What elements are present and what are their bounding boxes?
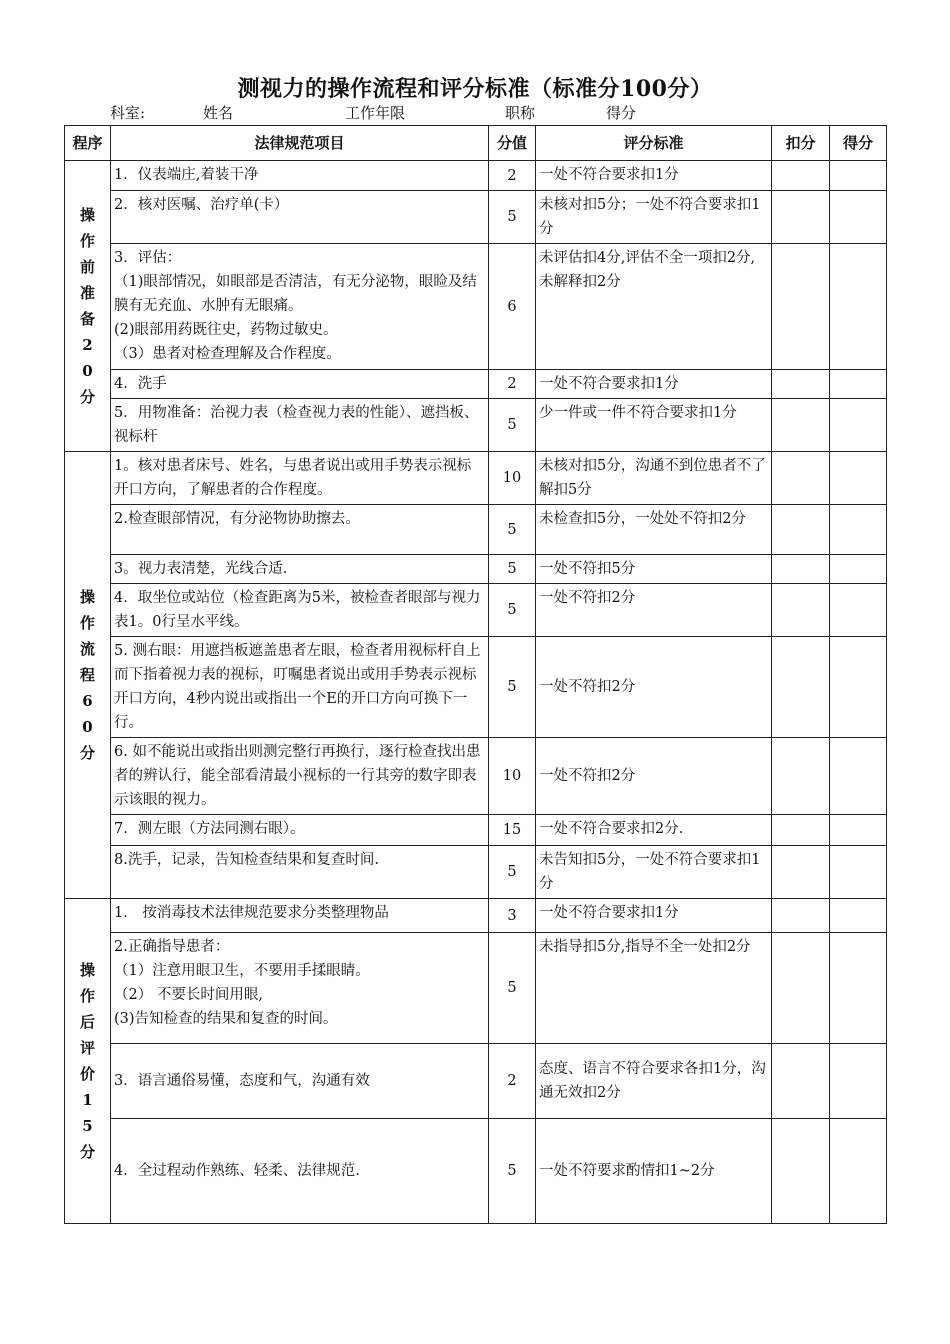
criteria-cell: 一处不符合要求扣1分: [536, 899, 772, 933]
page-title: 测视力的操作流程和评分标准（标准分100分）: [237, 76, 713, 102]
meta-name-label: 姓名: [203, 104, 234, 122]
deduct-cell[interactable]: [772, 161, 830, 191]
points-cell: 5: [489, 846, 536, 899]
section-label-text: 操作流程60分: [79, 588, 95, 762]
points-cell: 5: [489, 505, 536, 555]
criteria-cell: 一处不符扣5分: [536, 555, 772, 584]
deduct-cell[interactable]: [772, 584, 830, 637]
deduct-cell[interactable]: [772, 370, 830, 399]
table-row: [65, 1044, 887, 1119]
item-line: 2.正确指导患者：: [114, 939, 230, 955]
item-line: 5. 测右眼：用遮挡板遮盖患者左眼，检查者用视标杆自上而下指着视力表的视标，叮嘱患者说出或用手势表示视标开口方向，4秒内说出或指出一个E的开口方向可换下一行。: [114, 643, 481, 731]
deduct-cell[interactable]: [772, 1119, 830, 1224]
header-points: 分值: [489, 126, 536, 161]
table-row: [65, 452, 887, 505]
item-line: 2.检查眼部情况，有分泌物协助擦去。: [114, 511, 360, 527]
section-label: [65, 161, 111, 452]
item-line: （3）患者对检查理解及合作程度。: [114, 346, 341, 362]
header-deduct: 扣分: [772, 126, 830, 161]
deduct-cell[interactable]: [772, 846, 830, 899]
item-line: （1）注意用眼卫生，不要用手揉眼睛。: [114, 963, 370, 979]
points-cell: 2: [489, 1044, 536, 1119]
table-row: [65, 370, 887, 399]
meta-dept-label: 科室:: [110, 104, 146, 122]
get-score-cell[interactable]: [830, 452, 887, 505]
criteria-cell: 未检查扣5分，一处处不符扣2分: [536, 505, 772, 555]
item-line: 4．取坐位或站位（检查距离为5米，被检查者眼部与视力表1。0行呈水平线。: [114, 590, 481, 630]
table-row: [65, 555, 887, 584]
item-cell: [111, 846, 489, 899]
item-cell: [111, 244, 489, 370]
table-row: [65, 899, 887, 933]
get-score-cell[interactable]: [830, 815, 887, 846]
deduct-cell[interactable]: [772, 933, 830, 1044]
criteria-cell: 态度、语言不符合要求各扣1分，沟通无效扣2分: [536, 1044, 772, 1119]
item-cell: [111, 738, 489, 815]
item-line: （1)眼部情况，如眼部是否清洁，有无分泌物，眼睑及结膜有无充血、水肿有无眼痛。: [114, 274, 477, 314]
points-cell: 2: [489, 161, 536, 191]
item-cell: [111, 637, 489, 738]
get-score-cell[interactable]: [830, 161, 887, 191]
criteria-cell: 未核对扣5分，沟通不到位患者不了解扣5分: [536, 452, 772, 505]
item-cell: [111, 815, 489, 846]
header-criteria: 评分标准: [536, 126, 772, 161]
table-row: [65, 584, 887, 637]
get-score-cell[interactable]: [830, 370, 887, 399]
header-get: 得分: [830, 126, 887, 161]
get-score-cell[interactable]: [830, 637, 887, 738]
item-cell: [111, 452, 489, 505]
table-row: [65, 1119, 887, 1224]
item-line: 7．测左眼（方法同测右眼）。: [114, 821, 305, 837]
table-row: [65, 846, 887, 899]
criteria-cell: 一处不符扣2分: [536, 584, 772, 637]
table-row: [65, 161, 887, 191]
points-cell: 5: [489, 555, 536, 584]
deduct-cell[interactable]: [772, 815, 830, 846]
get-score-cell[interactable]: [830, 555, 887, 584]
table-header-row: [65, 126, 887, 161]
deduct-cell[interactable]: [772, 399, 830, 452]
points-cell: 10: [489, 452, 536, 505]
item-cell: [111, 899, 489, 933]
item-cell: [111, 370, 489, 399]
item-line: 5．用物准备：治视力表（检查视力表的性能）、遮挡板、视标杆: [114, 405, 479, 445]
item-cell: [111, 505, 489, 555]
item-cell: [111, 555, 489, 584]
item-line: (2)眼部用药既往史，药物过敏史。: [114, 322, 338, 338]
deduct-cell[interactable]: [772, 899, 830, 933]
item-line: (3)告知检查的结果和复查的时间。: [114, 1011, 338, 1027]
points-cell: 6: [489, 244, 536, 370]
item-cell: [111, 191, 489, 244]
criteria-cell: 未评估扣4分,评估不全一项扣2分,未解释扣2分: [536, 244, 772, 370]
get-score-cell[interactable]: [830, 933, 887, 1044]
criteria-cell: 一处不符要求酌情扣1~2分: [536, 1119, 772, 1224]
section-label: [65, 452, 111, 899]
item-line: 3．评估：: [114, 250, 182, 266]
item-cell: [111, 933, 489, 1044]
criteria-cell: 一处不符扣2分: [536, 637, 772, 738]
section-label-text: 操作后评价15分: [79, 961, 95, 1161]
criteria-cell: 一处不符合要求扣1分: [536, 370, 772, 399]
item-cell: [111, 399, 489, 452]
item-cell: [111, 1044, 489, 1119]
get-score-cell[interactable]: [830, 191, 887, 244]
get-score-cell[interactable]: [830, 1044, 887, 1119]
item-cell: [111, 584, 489, 637]
table-body: [65, 161, 887, 1224]
criteria-cell: 少一件或一件不符合要求扣1分: [536, 399, 772, 452]
get-score-cell[interactable]: [830, 846, 887, 899]
item-line: 2．核对医嘱、治疗单(卡）: [114, 197, 289, 213]
item-line: 3．语言通俗易懂，态度和气，沟通有效: [114, 1073, 370, 1089]
deduct-cell[interactable]: [772, 452, 830, 505]
criteria-cell: 未指导扣5分,指导不全一处扣2分: [536, 933, 772, 1044]
points-cell: 2: [489, 370, 536, 399]
deduct-cell[interactable]: [772, 505, 830, 555]
section-label: [65, 899, 111, 1224]
table-row: [65, 815, 887, 846]
deduct-cell[interactable]: [772, 244, 830, 370]
points-cell: 5: [489, 584, 536, 637]
meta-score-label: 得分: [606, 104, 637, 122]
get-score-cell[interactable]: [830, 399, 887, 452]
points-cell: 5: [489, 399, 536, 452]
header-program: 程序: [65, 126, 111, 161]
points-cell: 3: [489, 899, 536, 933]
points-cell: 5: [489, 637, 536, 738]
get-score-cell[interactable]: [830, 244, 887, 370]
item-line: 8.洗手，记录，告知检查结果和复查时间.: [114, 852, 379, 868]
get-score-cell[interactable]: [830, 899, 887, 933]
table-row: [65, 191, 887, 244]
item-line: 1．仪表端庄,着装干净: [114, 167, 259, 183]
get-score-cell[interactable]: [830, 738, 887, 815]
meta-rank-label: 职称: [505, 104, 536, 122]
item-line: 3。视力表清楚，光线合适.: [114, 561, 288, 577]
criteria-cell: 未告知扣5分，一处不符合要求扣1分: [536, 846, 772, 899]
item-line: （2） 不要长时间用眼,: [114, 987, 263, 1003]
deduct-cell[interactable]: [772, 637, 830, 738]
deduct-cell[interactable]: [772, 191, 830, 244]
criteria-cell: 一处不符合要求扣1分: [536, 161, 772, 191]
criteria-cell: 一处不符合要求扣2分.: [536, 815, 772, 846]
points-cell: 5: [489, 933, 536, 1044]
deduct-cell[interactable]: [772, 1044, 830, 1119]
get-score-cell[interactable]: [830, 505, 887, 555]
item-line: 1． 按消毒技术法律规范要求分类整理物品: [114, 905, 389, 921]
get-score-cell[interactable]: [830, 1119, 887, 1224]
item-line: 4．洗手: [114, 376, 167, 392]
table-row: [65, 399, 887, 452]
criteria-cell: 一处不符扣2分: [536, 738, 772, 815]
table-row: [65, 637, 887, 738]
scoring-table: [64, 125, 887, 1224]
points-cell: 5: [489, 1119, 536, 1224]
points-cell: 5: [489, 191, 536, 244]
meta-years-label: 工作年限: [345, 104, 406, 122]
table-row: [65, 933, 887, 1044]
item-line: 1。核对患者床号、姓名，与患者说出或用手势表示视标开口方向，了解患者的合作程度。: [114, 458, 472, 498]
deduct-cell[interactable]: [772, 738, 830, 815]
points-cell: 15: [489, 815, 536, 846]
table-row: [65, 505, 887, 555]
header-item: 法律规范项目: [111, 126, 489, 161]
item-line: 4．全过程动作熟练、轻柔、法律规范.: [114, 1163, 360, 1179]
table-row: [65, 244, 887, 370]
item-cell: [111, 161, 489, 191]
criteria-cell: 未核对扣5分；一处不符合要求扣1分: [536, 191, 772, 244]
table-row: [65, 738, 887, 815]
get-score-cell[interactable]: [830, 584, 887, 637]
item-cell: [111, 1119, 489, 1224]
points-cell: 10: [489, 738, 536, 815]
item-line: 6. 如不能说出或指出则测完整行再换行，逐行检查找出患者的辨认行，能全部看清最小视标的一行其旁的数字即表示该眼的视力。: [114, 744, 481, 808]
deduct-cell[interactable]: [772, 555, 830, 584]
section-label-text: 操作前准备20分: [79, 206, 95, 406]
